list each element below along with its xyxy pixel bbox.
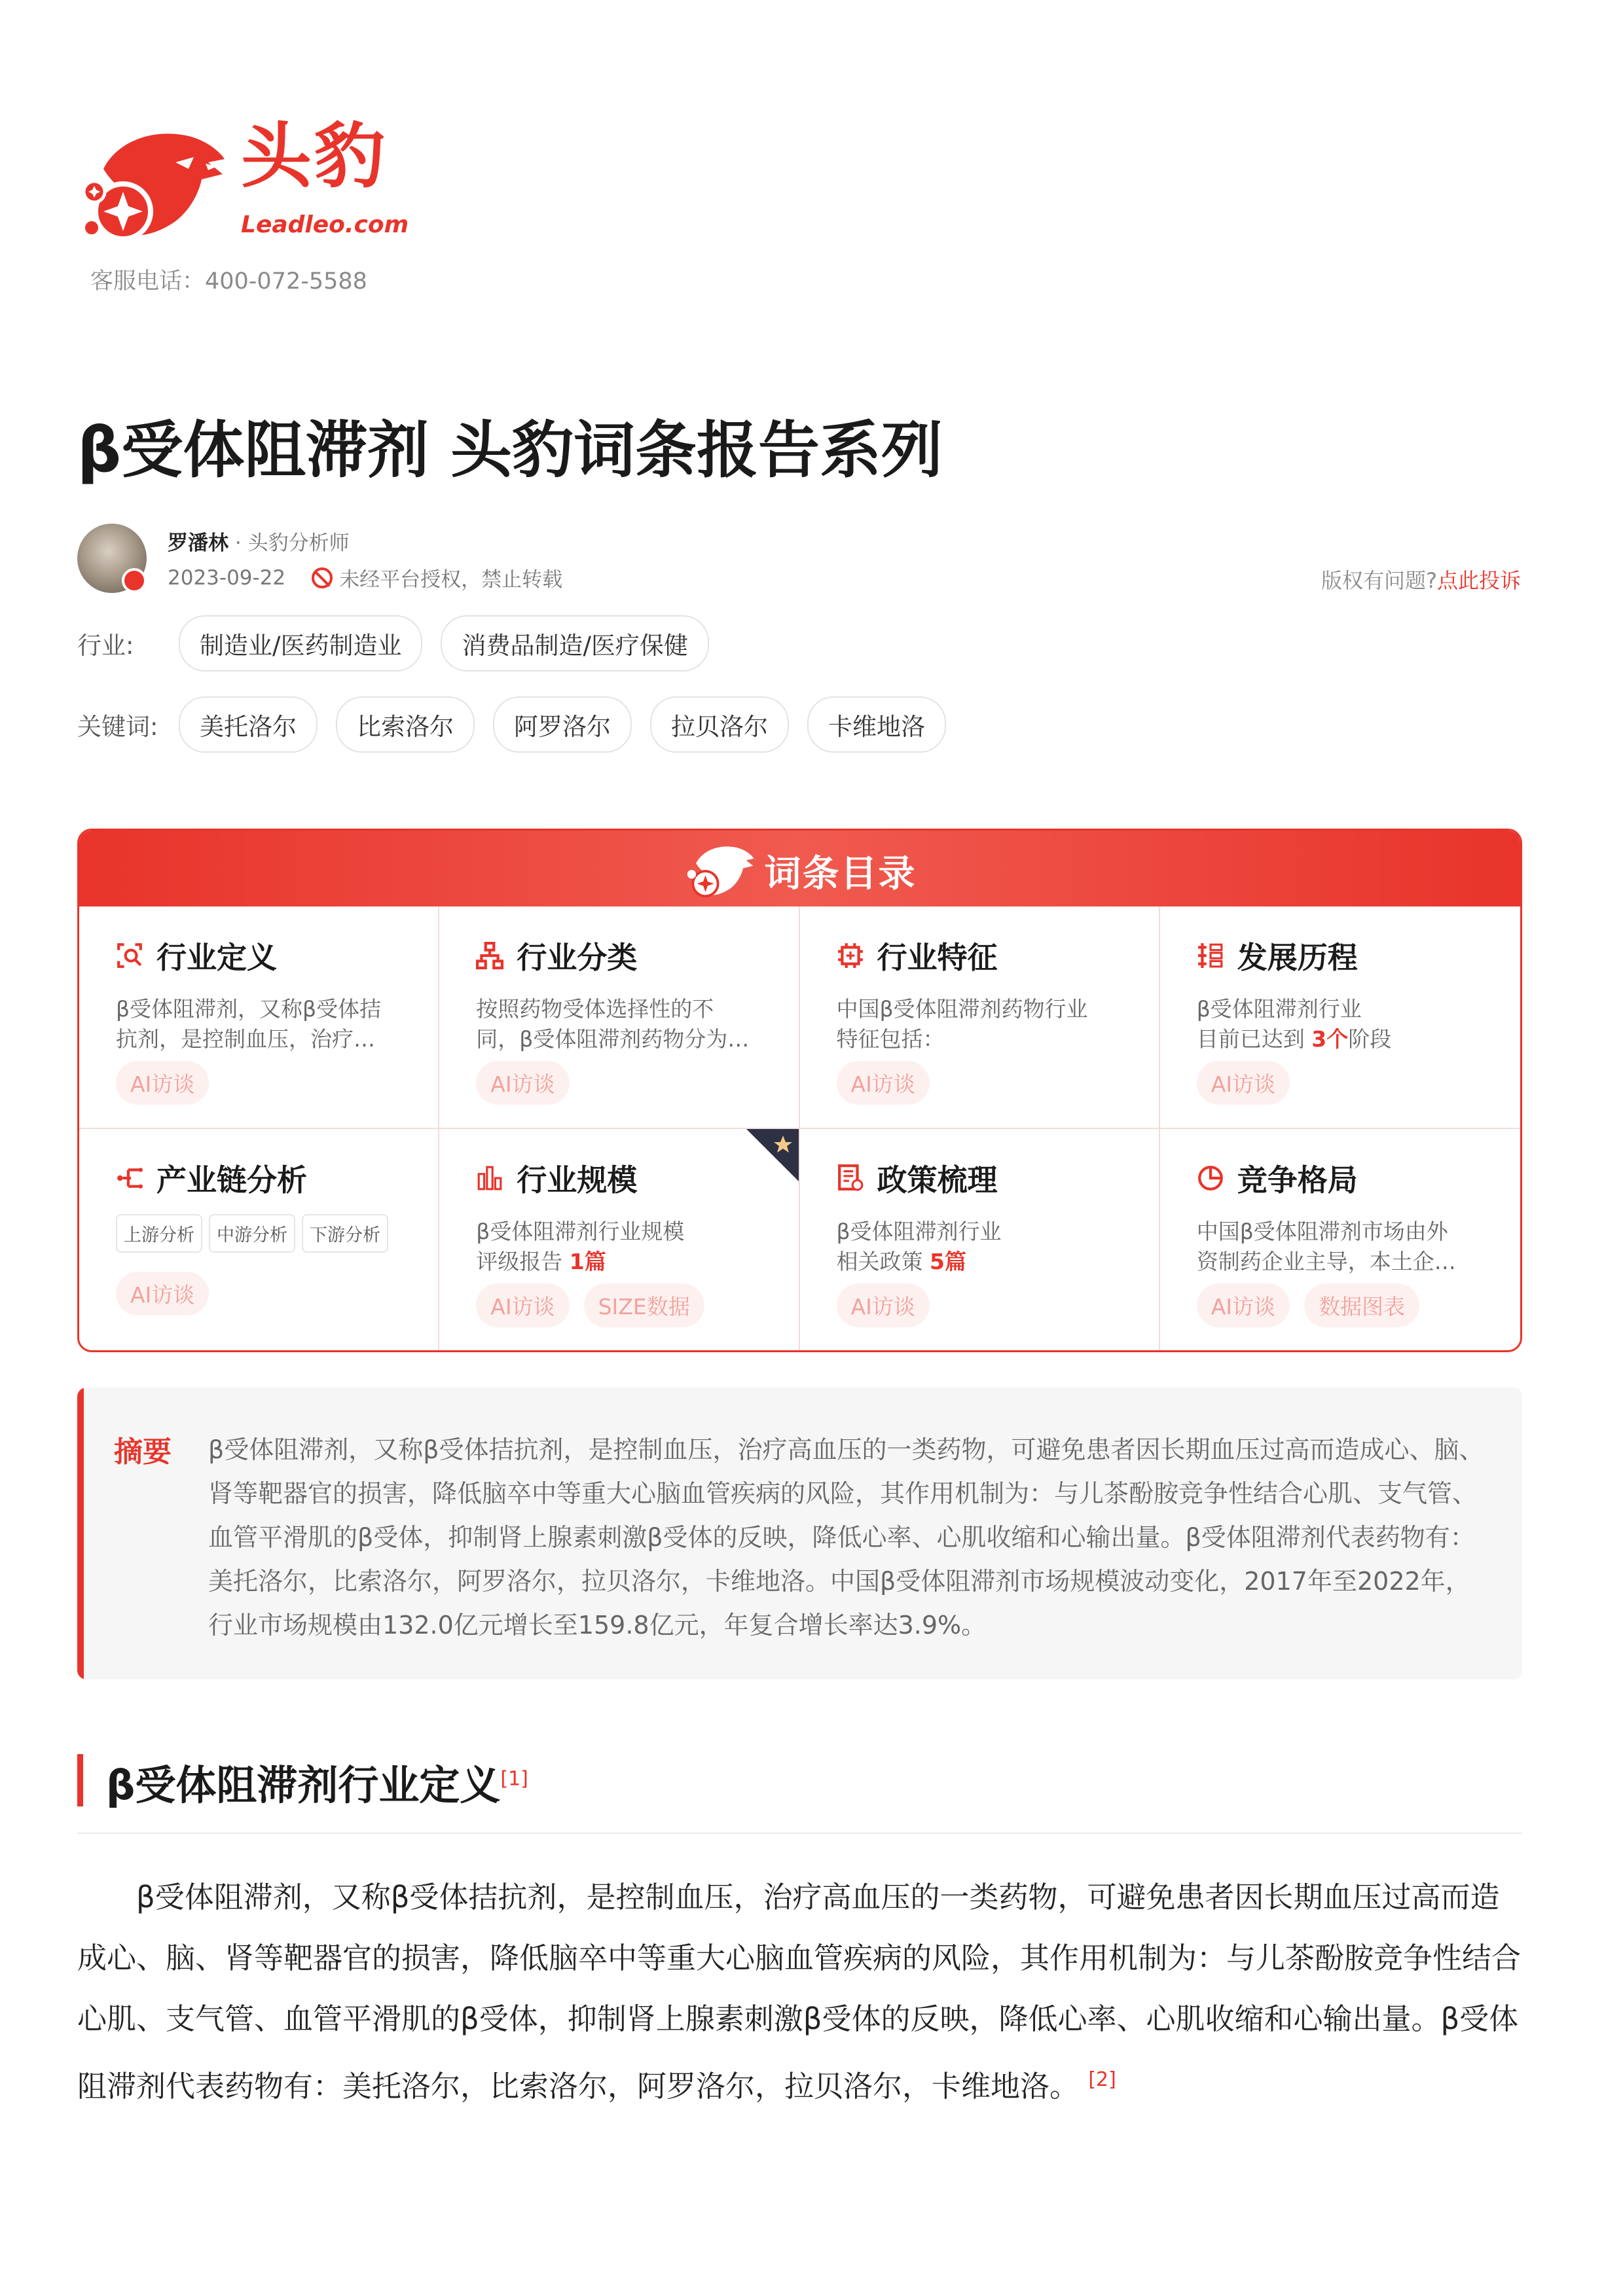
- summary-box: [77, 1388, 1522, 1679]
- upstream-analysis-button[interactable]: 上游分析: [116, 1214, 202, 1253]
- ai-interview-button[interactable]: AI访谈: [116, 1272, 209, 1316]
- data-chart-button[interactable]: 数据图表: [1304, 1283, 1419, 1327]
- section-body: β受体阻滞剂，又称β受体拮抗剂，是控制血压，治疗高血压的一类药物，可避免患者因长期血压过高而造成心、脑、肾等靶器官的损害，降低脑卒中等重大心脑血管疾病的风险，其作用机制为：与儿茶酚胺竞争性结合心肌、支气管、血管平滑肌的β受体，抑制肾上腺素刺激β受体的反映，降低心率、心肌收缩和心输出量。β受体阻滞剂代表药物有：美托洛尔，比索洛尔，阿罗洛尔，拉贝洛尔，卡维地洛。 [2]: [77, 1880, 1522, 2104]
- catalog-title: 词条目录: [764, 853, 917, 895]
- catalog-item-title: 竞争格局: [1237, 1162, 1358, 1198]
- author-name[interactable]: 罗潘林: [168, 531, 228, 555]
- copyright-question: 版权有问题?: [1321, 568, 1437, 593]
- reference-link[interactable]: [1]: [500, 1767, 528, 1791]
- industry-tag[interactable]: 制造业/医药制造业: [179, 615, 422, 672]
- magnify-doc-icon: [116, 942, 143, 969]
- keyword-tag[interactable]: 比索洛尔: [336, 696, 475, 753]
- catalog-item-competition[interactable]: [1160, 1129, 1520, 1352]
- catalog-item-title: 行业特征: [877, 940, 998, 975]
- ai-interview-button[interactable]: AI访谈: [116, 1061, 209, 1105]
- ai-interview-button[interactable]: AI访谈: [1197, 1283, 1290, 1327]
- catalog-item-development-history[interactable]: [1160, 906, 1520, 1129]
- keyword-tag[interactable]: 拉贝洛尔: [650, 696, 789, 753]
- keyword-tag[interactable]: 卡维地洛: [807, 696, 946, 753]
- author-role: · 头豹分析师: [234, 531, 350, 555]
- verified-badge-icon: [122, 568, 147, 593]
- catalog-item-desc: 按照药物受体选择性的不 同，β受体阻滞剂药物分为…: [476, 996, 750, 1052]
- brand-domain: Leadleo.com: [241, 211, 409, 238]
- keyword-tag-row: [77, 696, 964, 753]
- divider: [77, 1833, 1522, 1834]
- industry-tag[interactable]: 消费品制造/医疗保健: [441, 615, 708, 672]
- copyright-line: [1321, 564, 1521, 594]
- timeline-icon: [1197, 942, 1224, 969]
- catalog-item-title: 行业规模: [517, 1162, 638, 1198]
- catalog-item-desc: 中国β受体阻滞剂药物行业 特征包括：: [836, 996, 1088, 1052]
- section-heading: β受体阻滞剂行业定义[1]: [106, 1761, 528, 1809]
- catalog-item-title: 行业定义: [156, 940, 277, 975]
- catalog-item-desc: β受体阻滞剂行业 相关政策 5篇: [836, 1219, 1002, 1274]
- forbidden-icon: [312, 567, 333, 588]
- brand-logo[interactable]: [77, 117, 418, 247]
- catalog-item-industry-features[interactable]: [800, 906, 1160, 1129]
- catalog-item-industry-classification[interactable]: [439, 906, 799, 1129]
- page-title: β受体阻滞剂 头豹词条报告系列: [77, 415, 943, 486]
- catalog-item-desc: β受体阻滞剂行业规模 评级报告 1篇: [476, 1219, 685, 1274]
- industry-tag-row: [77, 615, 727, 672]
- summary-accent-bar: [77, 1388, 84, 1679]
- catalog-item-desc: 中国β受体阻滞剂市场由外 资制药企业主导，本土企…: [1196, 1219, 1456, 1274]
- ai-interview-button[interactable]: AI访谈: [837, 1283, 930, 1327]
- catalog-item-industry-definition[interactable]: [79, 906, 439, 1129]
- ai-interview-button[interactable]: AI访谈: [837, 1061, 930, 1105]
- catalog-item-desc: β受体阻滞剂行业 目前已达到 3个阶段: [1196, 996, 1392, 1052]
- chain-icon: [116, 1164, 143, 1192]
- leopard-logo-icon: [77, 123, 228, 247]
- pie-chart-icon: [1197, 1164, 1224, 1192]
- publish-date: 2023-09-22: [168, 565, 286, 590]
- report-complaint-link[interactable]: 点此投诉: [1436, 568, 1521, 593]
- industry-label: 行业:: [77, 632, 134, 660]
- stage-count: 3个: [1311, 1026, 1349, 1052]
- size-data-button[interactable]: SIZE数据: [584, 1283, 704, 1327]
- catalog-grid: [79, 906, 1520, 1352]
- catalog-item-title: 政策梳理: [877, 1162, 998, 1198]
- catalog-item-title: 发展历程: [1237, 940, 1358, 975]
- policy-doc-icon: [837, 1164, 864, 1192]
- midstream-analysis-button[interactable]: 中游分析: [209, 1214, 295, 1253]
- leopard-logo-icon: [684, 840, 756, 903]
- ai-interview-button[interactable]: AI访谈: [476, 1061, 569, 1105]
- catalog-item-desc: β受体阻滞剂，又称β受体拮 抗剂，是控制血压，治疗…: [116, 996, 382, 1052]
- keywords-label: 关键词:: [77, 713, 158, 741]
- catalog-item-industry-scale[interactable]: [439, 1129, 799, 1352]
- hierarchy-icon: [476, 942, 503, 969]
- brand-name: 头豹: [241, 116, 388, 198]
- star-flag-icon: [746, 1129, 799, 1181]
- ai-interview-button[interactable]: AI访谈: [476, 1283, 569, 1327]
- ai-interview-button[interactable]: AI访谈: [1197, 1061, 1290, 1105]
- hotline-text: 客服电话：400-072-5588: [90, 268, 367, 295]
- keyword-tag[interactable]: 美托洛尔: [179, 696, 318, 753]
- meta-line: [168, 563, 562, 592]
- catalog-item-policy-review[interactable]: [800, 1129, 1160, 1352]
- reference-link[interactable]: [2]: [1088, 2068, 1116, 2091]
- section-accent-bar: [77, 1754, 83, 1806]
- catalog-header: [79, 831, 1520, 906]
- catalog-card: [77, 829, 1522, 1352]
- repost-notice: 未经平台授权，禁止转载: [339, 568, 563, 592]
- bar-chart-icon: [476, 1164, 503, 1192]
- downstream-analysis-button[interactable]: 下游分析: [302, 1214, 388, 1253]
- report-count: 1篇: [569, 1249, 606, 1274]
- catalog-item-industry-chain[interactable]: [79, 1129, 439, 1352]
- chip-icon: [837, 942, 864, 969]
- author-line: [168, 526, 350, 556]
- summary-text: β受体阻滞剂，又称β受体拮抗剂，是控制血压，治疗高血压的一类药物，可避免患者因长期血压过高而造成心、脑、肾等靶器官的损害，降低脑卒中等重大心脑血管疾病的风险，其作用机制为：与儿茶酚胺竞争性结合心肌、支气管、血管平滑肌的β受体，抑制肾上腺素刺激β受体的反映，降低心率、心肌收缩和心输出量。β受体阻滞剂代表药物有：美托洛尔，比索洛尔，阿罗洛尔，拉贝洛尔，卡维地洛。中国β受体阻滞剂市场规模波动变化，2017年至2022年，行业市场规模由132.0亿元增长至159.8亿元，年复合增长率达3.9%。: [208, 1435, 1484, 1640]
- catalog-item-title: 行业分类: [517, 940, 638, 975]
- summary-label: 摘要: [114, 1435, 172, 1469]
- keyword-tag[interactable]: 阿罗洛尔: [493, 696, 632, 753]
- policy-count: 5篇: [930, 1249, 966, 1274]
- catalog-item-title: 产业链分析: [156, 1162, 307, 1198]
